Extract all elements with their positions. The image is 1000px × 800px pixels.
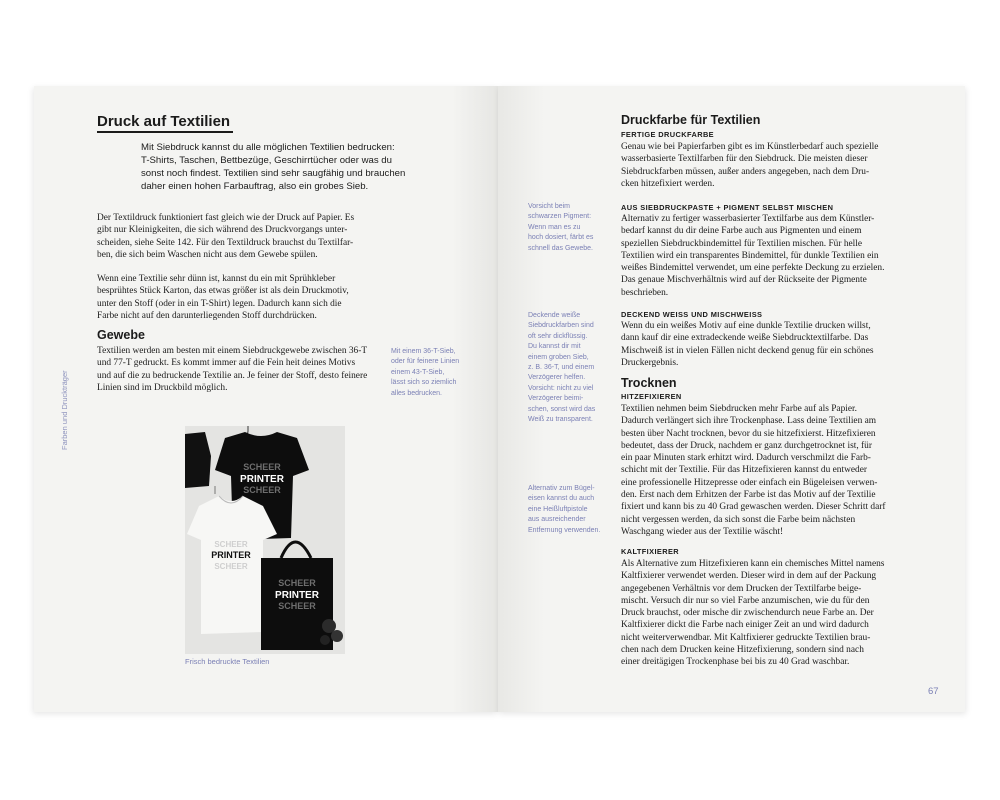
shirt-ghost-print-bottom: SCHEER xyxy=(243,485,281,495)
title-underline xyxy=(97,131,233,133)
paragraph-hitzefixieren: Textilien nehmen beim Siebdrucken mehr Farbe auf als Papier. Dadurch verlängert sich ihre Trockenphase. Lass deine Textilien am besten über Nacht trocknen, bevor du sie hitzefixierst. Hitzefixieren bedeutet, dass der Druck, nachdem er ganz durchgetrocknet ist, für ein paar Minuten stark erhitzt wird. Dadurch verschmilzt die Farb- schicht mit der Textilie. Für das Hitzefixieren kannst du entweder eine professionelle Hitzepresse oder einfach ein Bügeleisen verwen- den. Erst nach dem Erhitzen der Farbe ist das Motiv auf der Textilie fixiert und kann bis zu 40 Grad gewaschen werden. Dieser Schritt darf nicht vergessen werden, da sich sonst die Farbe beim nächsten Waschgang wieder aus der Textilie wäscht! xyxy=(621,404,886,537)
gewebe-heading: Gewebe xyxy=(97,328,145,342)
bag-ghost-print-top: SCHEER xyxy=(278,578,316,588)
margin-note-pigment: Vorsicht beim schwarzen Pigment: Wenn man es zu hoch dosiert, färbt es schnell das Gewebe. xyxy=(528,203,594,252)
page-title: Druck auf Textilien xyxy=(97,113,231,130)
body-paragraph-1: Der Textildruck funktioniert fast gleich wie der Druck auf Papier. Es gibt nur Kleinigkeiten, die sich während des Druckvorgangs unter- scheiden, siehe Seite 142. Für den Textildruck brauchst du Textilfar- ben, die sich beim Waschen nicht aus dem Gewebe spülen. xyxy=(97,213,355,260)
subheading-hitzefixieren: HITZEFIXIEREN xyxy=(621,392,682,401)
subheading-kaltfixierer: KALTFIXIERER xyxy=(621,547,680,556)
gewebe-paragraph: Textilien werden am besten mit einem Siebdruckgewebe zwischen 36-T und 77-T gedruckt. Es kommt immer auf die Fein heit deines Motivs und auf die zu bedruckende Textilie an. Je feiner der Stoff, desto feinere Linien sind im Druckbild möglich. xyxy=(97,346,368,393)
photo-caption: Frisch bedruckte Textilien xyxy=(185,657,270,666)
white-shirt-ghost-print-top: SCHEER xyxy=(214,540,248,549)
heading-trocknen: Trocknen xyxy=(621,376,677,390)
page-number: 67 xyxy=(928,686,939,697)
textiles-illustration xyxy=(185,426,345,654)
white-shirt-ghost-print-bottom: SCHEER xyxy=(214,562,248,571)
subheading-deckend-weiss: DECKEND WEISS UND MISCHWEISS xyxy=(621,310,763,319)
paragraph-fertige-druckfarbe: Genau wie bei Papierfarben gibt es im Künstlerbedarf auch spezielle wasserbasierte Textilfarben für den Siebdruck. Die meisten dieser Siebdruckfarben müssen, außer anders angegeben, nach dem Dru- cken hitzefixiert werden. xyxy=(621,142,879,189)
body-paragraph-2: Wenn eine Textilie sehr dünn ist, kannst du ein mit Sprühkleber besprühtes Stück Karton, das etwas größer ist als dein Druckmotiv, unter den Stoff (oder in ein T-Shirt) legen. Dadurch kann sich die Farbe nicht auf den darunterliegenden Stoff durchdrücken. xyxy=(97,274,349,321)
margin-note-white: Deckende weiße Siebdruckfarben sind oft sehr dickflüssig. Du kannst dir mit einem groben Sieb, z. B. 36-T, und einem Verzögerer helfen. Vorsicht: nicht zu viel Verzögerer beimi- schen, sonst wird das Weiß zu transparent. xyxy=(528,312,596,424)
subheading-fertige-druckfarbe: FERTIGE DRUCKFARBE xyxy=(621,130,715,139)
bag-ghost-print-bottom: SCHEER xyxy=(278,601,316,611)
paragraph-deckend-weiss: Wenn du ein weißes Motiv auf eine dunkle Textilie drucken willst, dann kauf dir eine extradeckende weiße Siebdrucktextilfarbe. Das Mischweiß ist in vielen Fällen nicht deckend genug für ein schönes Druckergebnis. xyxy=(621,321,874,368)
textiles-photo xyxy=(185,426,345,654)
margin-note-sieve: Mit einem 36-T-Sieb, oder für feinere Linien einem 43-T-Sieb, lässt sich so ziemlich alles bedrucken. xyxy=(391,348,460,397)
paragraph-kaltfixierer: Als Alternative zum Hitzefixieren kann ein chemisches Mittel namens Kaltfixierer verwendet werden. Dieser wird in dem auf der Packung angegebenen Verhältnis vor dem Drucken der Textilfarbe beige- mischt. Versuch dir nur so viel Farbe anzumischen, wie du für den Druck brauchst, oder mische dir zwischendurch neue Farbe an. Der Kaltfixierer dickt die Farbe nach einiger Zeit an und wird dadurch nicht weiterverwendbar. Mit Kaltfixierer gedruckte Textilien brau- chen nach dem Drucken keine Hitzefixierung, sondern sind nach einer dreitägigen Trockenphase bei bis zu 40 Grad waschbar. xyxy=(621,559,885,668)
heading-druckfarbe: Druckfarbe für Textilien xyxy=(621,113,761,127)
shirt-print-black: PRINTER xyxy=(240,474,284,485)
shirt-ghost-print-top: SCHEER xyxy=(243,462,281,472)
intro-paragraph: Mit Siebdruck kannst du alle möglichen Textilien bedrucken: T-Shirts, Taschen, Bettbezüge, Geschirrtücher oder was du sonst noch findest. Textilien sind sehr saugfähig und brauchen daher einen hohen Farbauftrag, also ein grobes Sieb. xyxy=(141,142,406,192)
side-label: Farben und Druckträger xyxy=(60,370,69,450)
paragraph-selbst-mischen: Alternativ zu fertiger wasserbasierter Textilfarbe aus dem Künstler- bedarf kannst du dir deine Farbe auch aus Pigmenten und einem speziellen Siebdruckbindemittel für Textilien mischen. Für helle Textilien wird ein transparentes Bindemittel, für dunkle Textilien ein weißes Bindemittel verwendet, um eine perfekte Deckung zu erzielen. Das genaue Mischverhältnis wird auf der Rückseite der Pigmente beschrieben. xyxy=(621,214,885,298)
bag-print: PRINTER xyxy=(275,590,319,601)
subheading-selbst-mischen: AUS SIEBDRUCKPASTE + PIGMENT SELBST MISCHEN xyxy=(621,203,834,212)
margin-note-heatgun: Alternativ zum Bügel- eisen kannst du auch eine Heißluftpistole aus ausreichender Entfernung verwenden. xyxy=(528,485,601,534)
shirt-print-white: PRINTER xyxy=(211,550,251,560)
